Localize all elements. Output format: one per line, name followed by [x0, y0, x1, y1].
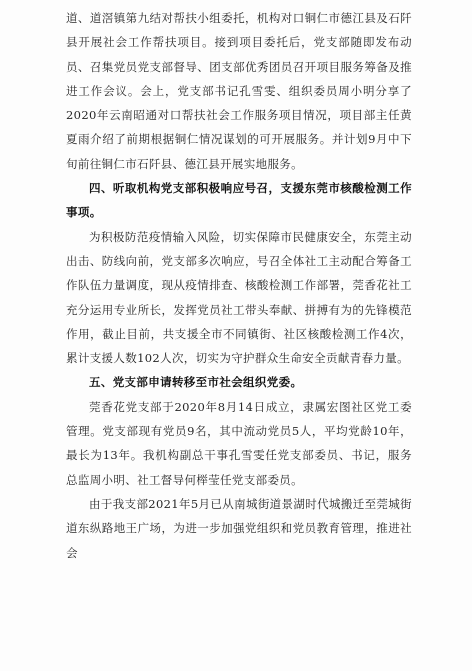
- section-heading-four: 四、听取机构党支部积极响应号召，支援东莞市核酸检测工作事项。: [66, 181, 412, 220]
- paragraph-relocation: 由于我支部2021年5月已从南城街道景湖时代城搬迁至莞城街道东纵路地王广场，为进一步加强党组织和党员教育管理，推进社会: [66, 496, 412, 560]
- paragraph-party-branch-info: 莞香花党支部于2020年8月14日成立，隶属宏图社区党工委管理。党支部现有党员9名，其中流动党员5人，平均党龄10年，最长为13年。我机构副总干事孔雪雯任党支部委员、书记，服务总监周小明、社工督导何榉莹任党支部委员。: [66, 399, 412, 487]
- paragraph-project-delegation: 道、道滘镇第九结对帮扶小组委托，机构对口铜仁市德江县及石阡县开展社会工作帮扶项目。接到项目委托后，党支部随即发布动员、召集党员党支部督导、团支部优秀团员召开项目服务筹备及推进工作会议。会上，党支部书记孔雪雯、组织委员周小明分享了2020年云南昭通对口帮扶社会工作服务项目情况，项目部主任黄夏雨介绍了前期根据铜仁情况谋划的可开展服务。并计划9月中下旬前往铜仁市石阡县、德江县开展实地服务。: [66, 11, 412, 171]
- paragraph-nucleic-acid-support: 为积极防范疫情输入风险，切实保障市民健康安全，东莞主动出击、防线向前，党支部多次响应，号召全体社工主动配合筹备工作队伍力量调度，现从疫情排查、核酸检测工作部署，莞香花社工充分运用专业所长，发挥党员社工带头奉献、拼搏有为的先锋模范作用，截止目前，共支援全市不同镇街、社区核酸检测工作4次，累计支援人数102人次，切实为守护群众生命安全贡献青春力量。: [66, 229, 412, 366]
- section-heading-five: 五、党支部申请转移至市社会组织党委。: [89, 375, 303, 390]
- document-body: [66, 6, 412, 565]
